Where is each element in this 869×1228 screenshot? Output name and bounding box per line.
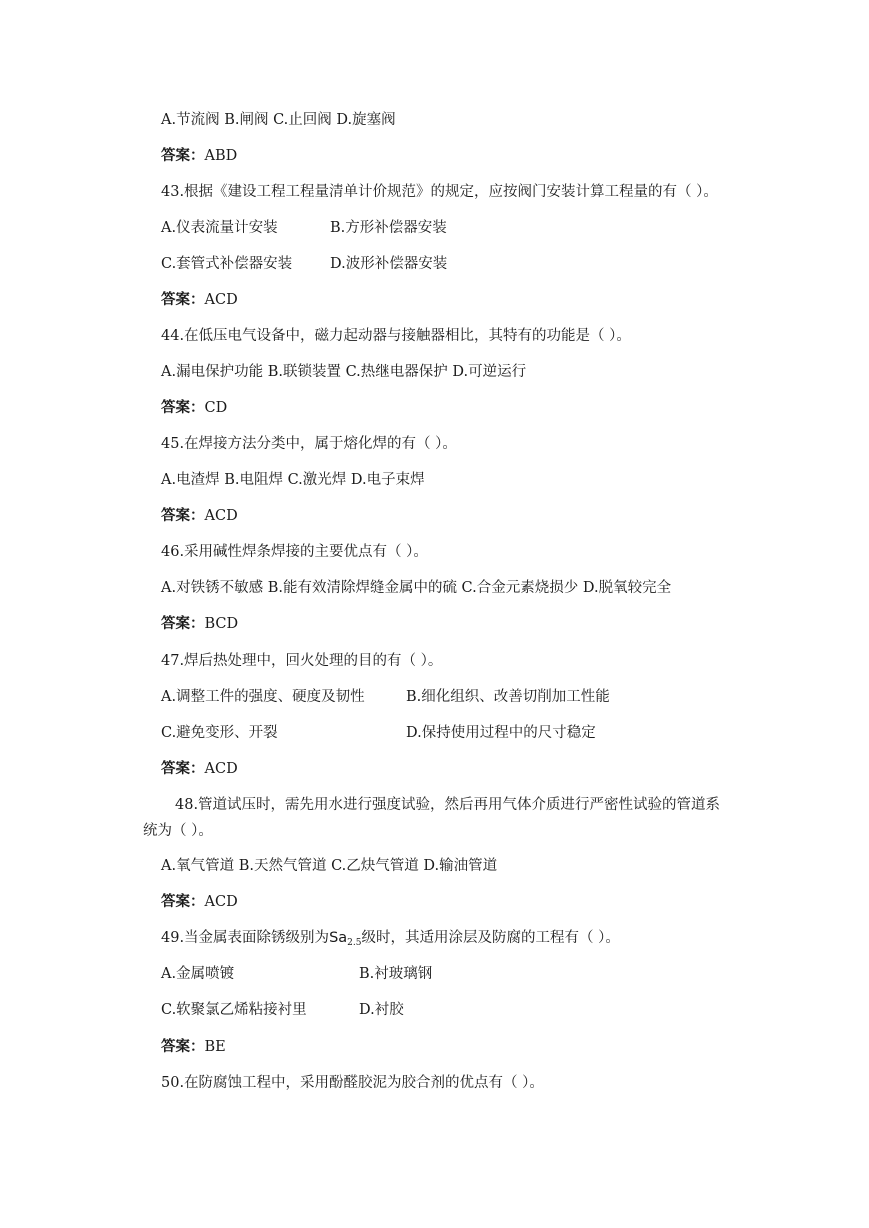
- question-48-line1: 48.管道试压时，需先用水进行强度试验，然后再用气体介质进行严密性试验的管道系: [175, 797, 721, 813]
- answer-q45: [161, 506, 238, 526]
- option-c: C.套管式补偿器安装: [161, 256, 293, 272]
- question-49-prefix: 49.当金属表面除锈级别为: [161, 930, 330, 946]
- answer-value: ABD: [204, 148, 238, 164]
- answer-value: CD: [204, 400, 228, 416]
- answer-label: 答案：: [161, 147, 205, 164]
- question-43: 43.根据《建设工程工程量清单计价规范》的规定，应按阀门安装计算工程量的有（ ）。: [161, 184, 718, 200]
- answer-label: 答案：: [161, 615, 205, 632]
- options-q43-row1: [161, 218, 447, 238]
- answer-q42: [161, 146, 237, 166]
- answer-value: BE: [204, 1039, 226, 1055]
- option-b: B.衬玻璃钢: [359, 966, 433, 982]
- answer-q47: [161, 759, 238, 779]
- answer-label: 答案：: [161, 507, 205, 524]
- options-q46: A.对铁锈不敏感 B.能有效清除焊缝金属中的硫 C.合金元素烧损少 D.脱氧较完全: [161, 580, 672, 596]
- option-a: A.金属喷镀: [161, 966, 235, 982]
- question-44: 44.在低压电气设备中，磁力起动器与接触器相比，其特有的功能是（ ）。: [161, 328, 631, 344]
- options-q47-row2: [161, 723, 596, 743]
- answer-label: 答案：: [161, 1038, 205, 1055]
- question-49-suffix: 级时，其适用涂层及防腐的工程有（ ）。: [361, 930, 620, 946]
- question-45: 45.在焊接方法分类中，属于熔化焊的有（ ）。: [161, 436, 457, 452]
- question-50: 50.在防腐蚀工程中，采用酚醛胶泥为胶合剂的优点有（ ）。: [161, 1075, 544, 1091]
- option-c: C.软聚氯乙烯粘接衬里: [161, 1002, 307, 1018]
- question-46: 46.采用碱性焊条焊接的主要优点有（ ）。: [161, 544, 428, 560]
- options-q43-row2: [161, 254, 448, 274]
- options-q45: A.电渣焊 B.电阻焊 C.激光焊 D.电子束焊: [161, 472, 425, 488]
- answer-q44: [161, 398, 227, 418]
- sa-grade-subscript: 2.5: [347, 938, 362, 948]
- sa-grade: Sa: [329, 930, 348, 946]
- answer-q48: [161, 892, 238, 912]
- option-b: B.细化组织、改善切削加工性能: [406, 689, 610, 705]
- answer-q49: [161, 1037, 226, 1057]
- answer-q46: [161, 614, 238, 634]
- option-d: D.衬胶: [359, 1002, 404, 1018]
- answer-value: ACD: [204, 894, 238, 910]
- option-d: D.波形补偿器安装: [330, 256, 448, 272]
- answer-label: 答案：: [161, 399, 205, 416]
- option-d: D.保持使用过程中的尺寸稳定: [406, 725, 596, 741]
- option-a: A.调整工件的强度、硬度及韧性: [161, 689, 365, 705]
- options-q49-row2: [161, 1000, 404, 1020]
- answer-q43: [161, 290, 238, 310]
- options-q42: A.节流阀 B.闸阀 C.止回阀 D.旋塞阀: [161, 112, 396, 128]
- question-48-line2: 统为（ ）。: [143, 823, 213, 839]
- options-q47-row1: [161, 687, 610, 707]
- answer-value: ACD: [204, 508, 238, 524]
- options-q48: A.氧气管道 B.天然气管道 C.乙炔气管道 D.输油管道: [161, 858, 498, 874]
- options-q44: A.漏电保护功能 B.联锁装置 C.热继电器保护 D.可逆运行: [161, 364, 527, 380]
- answer-label: 答案：: [161, 760, 205, 777]
- answer-value: BCD: [204, 616, 239, 632]
- question-47: 47.焊后热处理中，回火处理的目的有（ ）。: [161, 653, 443, 669]
- question-49: [161, 928, 620, 953]
- option-b: B.方形补偿器安装: [330, 220, 447, 236]
- option-c: C.避免变形、开裂: [161, 725, 278, 741]
- options-q49-row1: [161, 964, 433, 984]
- answer-value: ACD: [204, 292, 238, 308]
- answer-value: ACD: [204, 761, 238, 777]
- answer-label: 答案：: [161, 291, 205, 308]
- option-a: A.仪表流量计安装: [161, 220, 278, 236]
- answer-label: 答案：: [161, 893, 205, 910]
